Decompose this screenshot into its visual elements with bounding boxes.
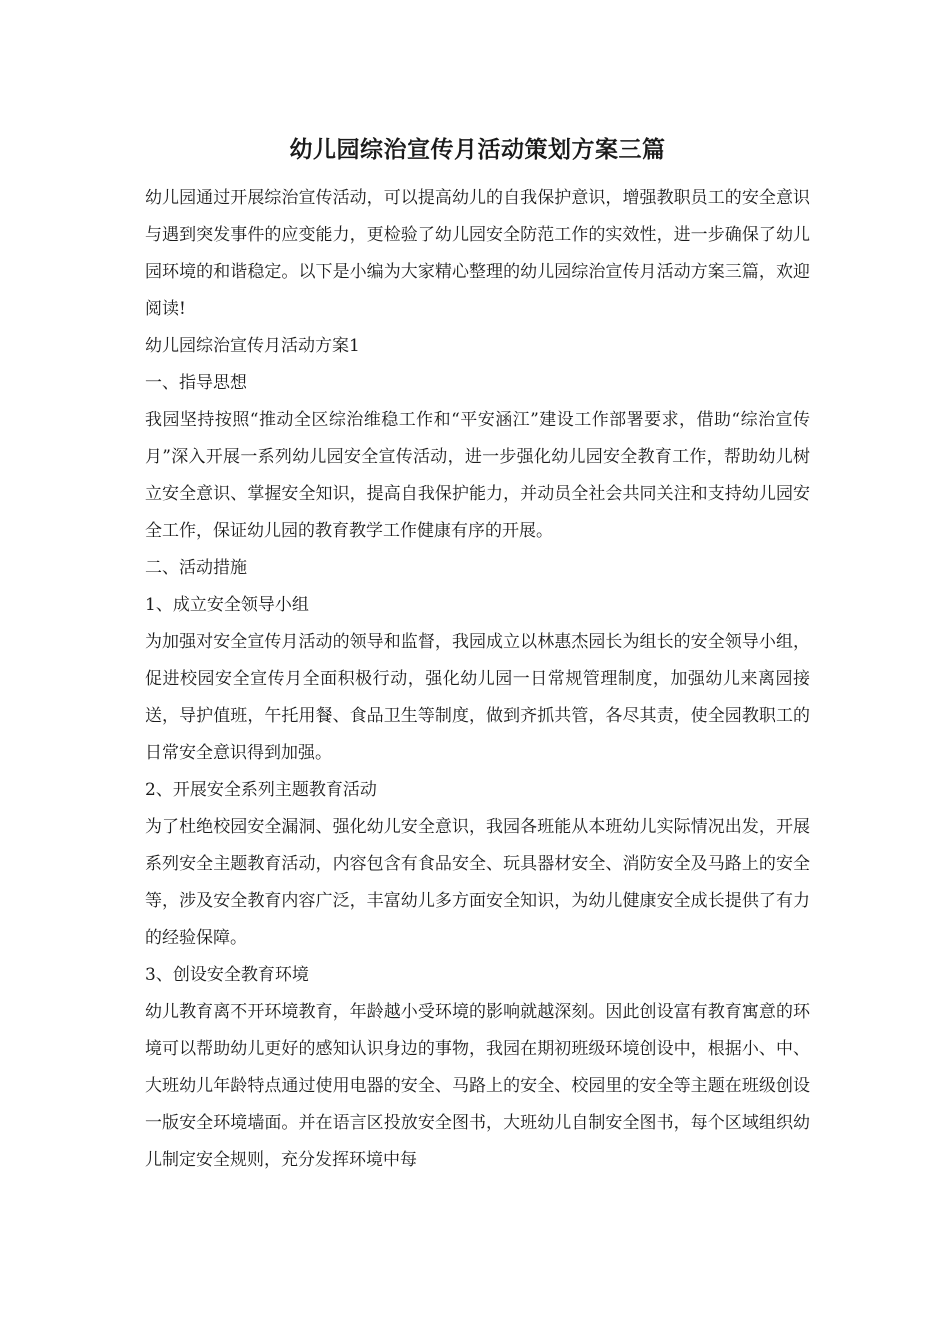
guiding-ideology-paragraph: 我园坚持按照“推动全区综治维稳工作和“平安涵江”建设工作部署要求，借助“综治宣传月”深入开展一系列幼儿园安全宣传活动，进一步强化幼儿园安全教育工作，帮助幼儿树立安全意识、掌握安全知识，提高自我保护能力，并动员全社会共同关注和支持幼儿园安全工作，保证幼儿园的教育教学工作健康有序的开展。 xyxy=(145,410,810,541)
section-guiding-ideology-heading: 一、指导思想 xyxy=(145,373,247,393)
measure-3-heading: 3、创设安全教育环境 xyxy=(145,965,309,985)
intro-paragraph: 幼儿园通过开展综治宣传活动，可以提高幼儿的自我保护意识，增强教职员工的安全意识与遇到突发事件的应变能力，更检验了幼儿园安全防范工作的实效性，进一步确保了幼儿园环境的和谐稳定。以下是小编为大家精心整理的幼儿园综治宣传月活动方案三篇，欢迎阅读! xyxy=(145,188,810,319)
measure-1-paragraph: 为加强对安全宣传月活动的领导和监督，我园成立以林惠杰园长为组长的安全领导小组，促进校园安全宣传月全面积极行动，强化幼儿园一日常规管理制度，加强幼儿来离园接送，导护值班，午托用餐、食品卫生等制度，做到齐抓共管，各尽其责，使全园教职工的日常安全意识得到加强。 xyxy=(145,632,810,763)
measure-3-paragraph: 幼儿教育离不开环境教育，年龄越小受环境的影响就越深刻。因此创设富有教育寓意的环境可以帮助幼儿更好的感知认识身边的事物，我园在期初班级环境创设中，根据小、中、大班幼儿年龄特点通过使用电器的安全、马路上的安全、校园里的安全等主题在班级创设一版安全环境墙面。并在语言区投放安全图书，大班幼儿自制安全图书，每个区域组织幼儿制定安全规则，充分发挥环境中每 xyxy=(145,1002,810,1170)
document-page xyxy=(145,128,810,1179)
measure-1-heading: 1、成立安全领导小组 xyxy=(145,595,309,615)
measure-2-paragraph: 为了杜绝校园安全漏洞、强化幼儿安全意识，我园各班能从本班幼儿实际情况出发，开展系列安全主题教育活动，内容包含有食品安全、玩具器材安全、消防安全及马路上的安全等，涉及安全教育内容广泛，丰富幼儿多方面安全知识，为幼儿健康安全成长提供了有力的经验保障。 xyxy=(145,817,810,948)
measure-2-heading: 2、开展安全系列主题教育活动 xyxy=(145,780,377,800)
document-title: 幼儿园综治宣传月活动策划方案三篇 xyxy=(289,136,666,163)
section-activity-measures-heading: 二、活动措施 xyxy=(145,558,247,578)
plan-1-heading: 幼儿园综治宣传月活动方案1 xyxy=(145,336,360,356)
